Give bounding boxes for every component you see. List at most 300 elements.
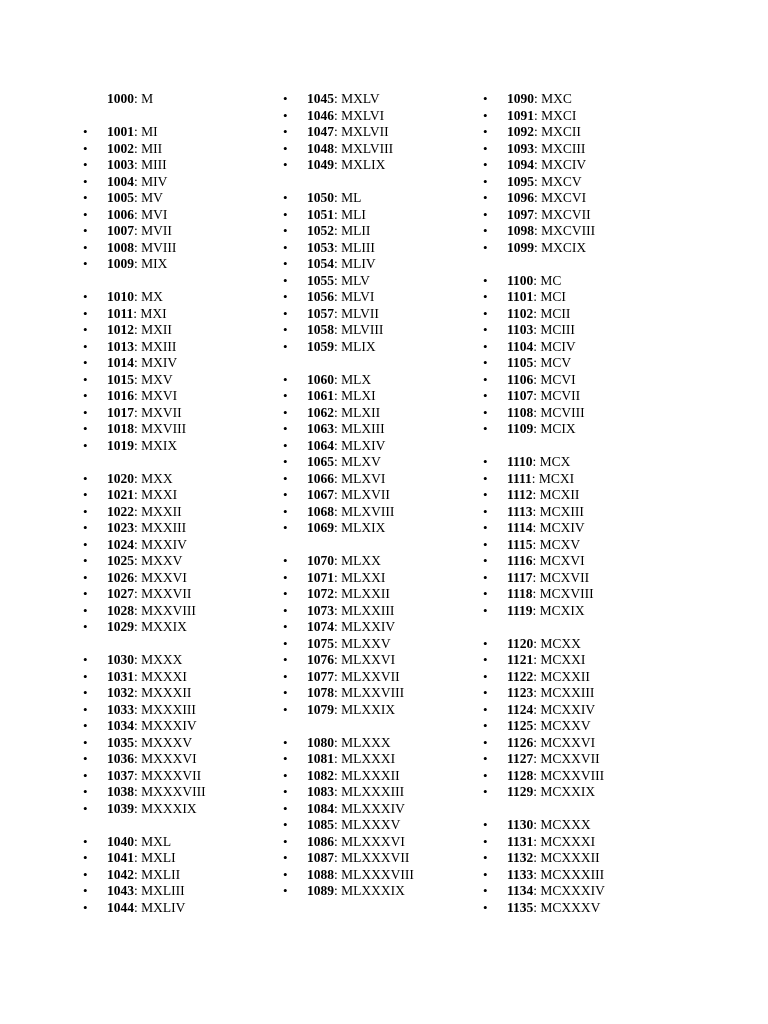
roman-numeral: MLXVI bbox=[341, 470, 386, 486]
group-spacer bbox=[107, 817, 206, 834]
group-spacer bbox=[507, 256, 605, 273]
arabic-number: 1043 bbox=[107, 883, 134, 898]
arabic-number: 1018 bbox=[107, 421, 134, 436]
roman-numeral: MLXXXVII bbox=[341, 850, 410, 865]
roman-numeral: MXXIX bbox=[141, 619, 187, 634]
list-item: • 1028: MXXVIII bbox=[107, 603, 206, 620]
roman-numeral: MXX bbox=[141, 470, 173, 486]
list-item: • 1026: MXXVI bbox=[107, 570, 206, 587]
roman-numeral: MCXIV bbox=[539, 520, 585, 535]
list-item: • 1111: MCXI bbox=[507, 471, 605, 488]
arabic-number: 1027 bbox=[107, 586, 134, 601]
arabic-number: 1048 bbox=[307, 140, 334, 156]
arabic-number: 1133 bbox=[507, 866, 534, 882]
roman-numeral: MLXI bbox=[341, 388, 376, 403]
roman-numeral: MCXIX bbox=[539, 602, 585, 618]
arabic-number: 1026 bbox=[107, 569, 134, 585]
roman-numeral: MLXIX bbox=[341, 520, 386, 535]
list-item: • 1053: MLIII bbox=[307, 240, 414, 257]
roman-numeral: MXV bbox=[141, 371, 173, 387]
arabic-number: 1108 bbox=[507, 404, 534, 420]
list-item: • 1095: MXCV bbox=[507, 174, 605, 191]
arabic-number: 1118 bbox=[507, 586, 533, 601]
arabic-number: 1030 bbox=[107, 652, 134, 667]
roman-numeral: MXLVI bbox=[341, 107, 385, 123]
arabic-number: 1095 bbox=[507, 173, 534, 189]
roman-numeral: MLXXXIX bbox=[341, 883, 405, 898]
roman-numeral: MLXXXI bbox=[341, 751, 396, 766]
roman-numeral: MXIV bbox=[141, 355, 178, 370]
list-item: • 1021: MXXI bbox=[107, 487, 206, 504]
roman-numeral: MCXXV bbox=[540, 718, 591, 733]
list-item: • 1022: MXXII bbox=[107, 504, 206, 521]
arabic-number: 1015 bbox=[107, 371, 134, 387]
list-item: • 1087: MLXXXVII bbox=[307, 850, 414, 867]
roman-numeral: MLXXIX bbox=[341, 701, 396, 717]
list-item: • 1077: MLXXVII bbox=[307, 669, 414, 686]
roman-numeral: MXXVI bbox=[141, 569, 187, 585]
list-item: • 1033: MXXXIII bbox=[107, 702, 206, 719]
list-item: • 1085: MLXXXV bbox=[307, 817, 414, 834]
arabic-number: 1083 bbox=[307, 784, 334, 799]
list-item: • 1071: MLXXI bbox=[307, 570, 414, 587]
roman-numeral: MVIII bbox=[141, 239, 177, 255]
roman-numeral: MCI bbox=[540, 289, 566, 304]
arabic-number: 1021 bbox=[107, 487, 134, 502]
list-item: • 1044: MXLIV bbox=[107, 900, 206, 917]
list-item: • 1082: MLXXXII bbox=[307, 768, 414, 785]
arabic-number: 1047 bbox=[307, 124, 334, 139]
roman-numeral: MCXXIX bbox=[540, 784, 596, 799]
roman-numeral: MXXXVIII bbox=[141, 784, 206, 799]
roman-numeral: MLV bbox=[341, 272, 370, 288]
roman-numeral: ML bbox=[341, 190, 362, 205]
list-item: • 1015: MXV bbox=[107, 372, 206, 389]
arabic-number: 1058 bbox=[307, 322, 334, 337]
roman-numeral: MCXXXII bbox=[540, 850, 600, 865]
list-item: • 1096: MXCVI bbox=[507, 190, 605, 207]
list-item: • 1036: MXXXVI bbox=[107, 751, 206, 768]
arabic-number: 1087 bbox=[307, 850, 334, 865]
list-item: • 1073: MLXXIII bbox=[307, 603, 414, 620]
arabic-number: 1072 bbox=[307, 586, 334, 601]
list-item: • 1012: MXII bbox=[107, 322, 206, 339]
arabic-number: 1050 bbox=[307, 190, 334, 205]
arabic-number: 1131 bbox=[507, 833, 534, 849]
roman-numeral: MXL bbox=[141, 833, 172, 849]
list-item: • 1003: MIII bbox=[107, 157, 206, 174]
list-item: • 1057: MLVII bbox=[307, 306, 414, 323]
list-item: • 1045: MXLV bbox=[307, 91, 414, 108]
roman-numeral: MLX bbox=[341, 371, 372, 387]
list-item: • 1034: MXXXIV bbox=[107, 718, 206, 735]
list-item: • 1116: MCXVI bbox=[507, 553, 605, 570]
arabic-number: 1007 bbox=[107, 223, 134, 238]
arabic-number: 1066 bbox=[307, 470, 334, 486]
arabic-number: 1107 bbox=[507, 388, 534, 403]
arabic-number: 1012 bbox=[107, 322, 134, 337]
arabic-number: 1009 bbox=[107, 256, 134, 271]
roman-numeral: MLXXIII bbox=[341, 602, 395, 618]
roman-numeral: MXXI bbox=[141, 487, 178, 502]
list-item: • 1090: MXC bbox=[507, 91, 605, 108]
roman-numeral: MCXVI bbox=[539, 553, 585, 568]
roman-numeral: MCXI bbox=[538, 470, 575, 486]
arabic-number: 1062 bbox=[307, 404, 334, 420]
arabic-number: 1112 bbox=[507, 487, 533, 502]
list-item: • 1063: MLXIII bbox=[307, 421, 414, 438]
group-spacer bbox=[107, 454, 206, 471]
list-item: • 1103: MCIII bbox=[507, 322, 605, 339]
list-item: • 1127: MCXXVII bbox=[507, 751, 605, 768]
column-3 bbox=[507, 91, 605, 916]
roman-numeral: MLXIII bbox=[341, 421, 385, 436]
list-item: • 1114: MCXIV bbox=[507, 520, 605, 537]
arabic-number: 1031 bbox=[107, 668, 134, 684]
roman-numeral: MXCV bbox=[541, 173, 582, 189]
roman-numeral: MCVIII bbox=[540, 404, 585, 420]
arabic-number: 1116 bbox=[507, 553, 533, 568]
roman-numeral: MXCIX bbox=[541, 239, 587, 255]
arabic-number: 1128 bbox=[507, 767, 534, 783]
arabic-number: 1110 bbox=[507, 454, 533, 469]
roman-numeral: MIII bbox=[141, 157, 167, 172]
arabic-number: 1052 bbox=[307, 223, 334, 238]
arabic-number: 1074 bbox=[307, 619, 334, 634]
list-item: • 1134: MCXXXIV bbox=[507, 883, 605, 900]
arabic-number: 1046 bbox=[307, 107, 334, 123]
list-item: • 1098: MXCVIII bbox=[507, 223, 605, 240]
list-item: • 1074: MLXXIV bbox=[307, 619, 414, 636]
roman-numeral: M bbox=[141, 91, 154, 106]
list-item: • 1005: MV bbox=[107, 190, 206, 207]
column-1 bbox=[107, 91, 206, 916]
list-item: • 1024: MXXIV bbox=[107, 537, 206, 554]
roman-numeral: MLXXV bbox=[341, 635, 391, 651]
list-item: • 1029: MXXIX bbox=[107, 619, 206, 636]
list-item: • 1014: MXIV bbox=[107, 355, 206, 372]
arabic-number: 1104 bbox=[507, 338, 534, 354]
roman-numeral: MCXXIV bbox=[540, 701, 596, 717]
list-item: • 1009: MIX bbox=[107, 256, 206, 273]
list-item: • 1011: MXI bbox=[107, 306, 206, 323]
list-item: • 1093: MXCIII bbox=[507, 141, 605, 158]
arabic-number: 1075 bbox=[307, 635, 334, 651]
arabic-number: 1100 bbox=[507, 272, 534, 288]
list-item: • 1131: MCXXXI bbox=[507, 834, 605, 851]
list-item: • 1110: MCX bbox=[507, 454, 605, 471]
list-item: • 1078: MLXXVIII bbox=[307, 685, 414, 702]
list-item: • 1109: MCIX bbox=[507, 421, 605, 438]
list-item: • 1060: MLX bbox=[307, 372, 414, 389]
roman-numeral: MLVIII bbox=[341, 322, 384, 337]
list-item: • 1054: MLIV bbox=[307, 256, 414, 273]
list-item: • 1018: MXVIII bbox=[107, 421, 206, 438]
arabic-number: 1093 bbox=[507, 140, 534, 156]
roman-numeral: MXLVII bbox=[341, 124, 389, 139]
arabic-number: 1038 bbox=[107, 784, 134, 799]
arabic-number: 1109 bbox=[507, 421, 534, 436]
group-spacer bbox=[107, 636, 206, 653]
arabic-number: 1063 bbox=[307, 421, 334, 436]
roman-numeral: MLVII bbox=[341, 305, 379, 321]
roman-numeral: MXLIII bbox=[141, 883, 185, 898]
arabic-number: 1096 bbox=[507, 190, 534, 205]
group-spacer bbox=[307, 718, 414, 735]
roman-numeral: MXCIII bbox=[541, 140, 586, 156]
arabic-number: 1102 bbox=[507, 305, 534, 321]
roman-numeral: MCXVIII bbox=[539, 586, 594, 601]
arabic-number: 1025 bbox=[107, 553, 134, 568]
roman-numeral: MXXXIII bbox=[141, 701, 196, 717]
list-item: • 1068: MLXVIII bbox=[307, 504, 414, 521]
arabic-number: 1065 bbox=[307, 454, 334, 469]
roman-numeral: MCXXXIV bbox=[540, 883, 605, 898]
roman-numeral: MLXXXVI bbox=[341, 833, 405, 849]
arabic-number: 1073 bbox=[307, 602, 334, 618]
list-item: • 1052: MLII bbox=[307, 223, 414, 240]
list-item: • 1062: MLXII bbox=[307, 405, 414, 422]
arabic-number: 1004 bbox=[107, 173, 134, 189]
roman-numeral: MLXXII bbox=[341, 586, 390, 601]
roman-numeral: MXXXIX bbox=[141, 800, 197, 816]
roman-numeral: MLXXXII bbox=[341, 767, 400, 783]
arabic-number: 1002 bbox=[107, 140, 134, 156]
arabic-number: 1053 bbox=[307, 239, 334, 255]
list-item: • 1112: MCXII bbox=[507, 487, 605, 504]
roman-numeral: MIV bbox=[141, 173, 168, 189]
list-item: • 1088: MLXXXVIII bbox=[307, 867, 414, 884]
arabic-number: 1055 bbox=[307, 272, 334, 288]
list-item: • 1035: MXXXV bbox=[107, 735, 206, 752]
arabic-number: 1123 bbox=[507, 685, 534, 700]
roman-numeral: MXCI bbox=[541, 107, 577, 123]
roman-numeral: MXLV bbox=[341, 91, 380, 106]
roman-numeral: MXXII bbox=[141, 503, 182, 519]
list-item: • 1128: MCXXVIII bbox=[507, 768, 605, 785]
roman-numeral: MXCIV bbox=[541, 157, 587, 172]
list-item: • 1025: MXXV bbox=[107, 553, 206, 570]
list-item: • 1066: MLXVI bbox=[307, 471, 414, 488]
arabic-number: 1076 bbox=[307, 652, 334, 667]
roman-numeral: MCXII bbox=[539, 487, 580, 502]
arabic-number: 1001 bbox=[107, 124, 134, 139]
arabic-number: 1089 bbox=[307, 883, 334, 898]
list-item: • 1058: MLVIII bbox=[307, 322, 414, 339]
roman-numeral: MLXVIII bbox=[341, 503, 395, 519]
list-item: • 1001: MI bbox=[107, 124, 206, 141]
list-item: • 1031: MXXXI bbox=[107, 669, 206, 686]
list-item: • 1030: MXXX bbox=[107, 652, 206, 669]
list-item: • 1046: MXLVI bbox=[307, 108, 414, 125]
arabic-number: 1077 bbox=[307, 668, 334, 684]
arabic-number: 1071 bbox=[307, 569, 334, 585]
arabic-number: 1115 bbox=[507, 536, 533, 552]
arabic-number: 1124 bbox=[507, 701, 534, 717]
arabic-number: 1010 bbox=[107, 289, 134, 304]
roman-numeral: MXXXII bbox=[141, 685, 192, 700]
group-spacer bbox=[107, 273, 206, 290]
group-spacer bbox=[507, 438, 605, 455]
arabic-number: 1045 bbox=[307, 91, 334, 106]
roman-numeral: MCXXVIII bbox=[540, 767, 605, 783]
arabic-number: 1054 bbox=[307, 256, 334, 271]
list-item: • 1056: MLVI bbox=[307, 289, 414, 306]
roman-numeral: MV bbox=[141, 190, 163, 205]
list-item: • 1125: MCXXV bbox=[507, 718, 605, 735]
roman-numeral: MCXXVII bbox=[540, 751, 600, 766]
roman-numeral: MCXXVI bbox=[540, 734, 596, 750]
list-item: • 1129: MCXXIX bbox=[507, 784, 605, 801]
roman-numeral: MXXXI bbox=[141, 668, 187, 684]
roman-numeral: MLXXXVIII bbox=[341, 866, 414, 882]
roman-numeral: MVI bbox=[141, 206, 168, 222]
arabic-number: 1079 bbox=[307, 701, 334, 717]
roman-numeral: MXVII bbox=[141, 404, 182, 420]
arabic-number: 1106 bbox=[507, 371, 534, 387]
roman-numeral: MIX bbox=[141, 256, 168, 271]
arabic-number: 1034 bbox=[107, 718, 134, 733]
roman-numeral: MXLI bbox=[141, 850, 176, 865]
roman-numeral: MCXXXI bbox=[540, 833, 596, 849]
roman-numeral: MXLIX bbox=[341, 157, 386, 172]
list-item: • 1080: MLXXX bbox=[307, 735, 414, 752]
roman-numeral: MLXIV bbox=[341, 437, 386, 453]
arabic-number: 1016 bbox=[107, 388, 134, 403]
group-spacer bbox=[507, 619, 605, 636]
arabic-number: 1064 bbox=[307, 437, 334, 453]
roman-numeral: MXLIV bbox=[141, 899, 186, 915]
arabic-number: 1061 bbox=[307, 388, 334, 403]
roman-numeral: MCXXIII bbox=[540, 685, 595, 700]
arabic-number: 1082 bbox=[307, 767, 334, 783]
roman-numeral: MCXXXV bbox=[540, 899, 601, 915]
list-item: • 1081: MLXXXI bbox=[307, 751, 414, 768]
roman-numeral: MCXXX bbox=[540, 817, 591, 832]
arabic-number: 1099 bbox=[507, 239, 534, 255]
roman-numeral: MCXXI bbox=[540, 652, 586, 667]
roman-numeral: MCXVII bbox=[539, 569, 590, 585]
roman-numeral: MLXXVI bbox=[341, 652, 396, 667]
roman-numeral: MCXV bbox=[539, 536, 581, 552]
list-item: • 1108: MCVIII bbox=[507, 405, 605, 422]
arabic-number: 1117 bbox=[507, 569, 533, 585]
arabic-number: 1135 bbox=[507, 899, 534, 915]
arabic-number: 1020 bbox=[107, 470, 134, 486]
roman-numeral: MCV bbox=[540, 355, 572, 370]
arabic-number: 1070 bbox=[307, 553, 334, 568]
list-item: • 1019: MXIX bbox=[107, 438, 206, 455]
arabic-number: 1105 bbox=[507, 355, 534, 370]
list-item: • 1065: MLXV bbox=[307, 454, 414, 471]
arabic-number: 1091 bbox=[507, 107, 534, 123]
arabic-number: 1019 bbox=[107, 437, 134, 453]
list-item: • 1117: MCXVII bbox=[507, 570, 605, 587]
list-item: • 1051: MLI bbox=[307, 207, 414, 224]
arabic-number: 1098 bbox=[507, 223, 534, 238]
roman-numeral: MLXII bbox=[341, 404, 381, 420]
arabic-number: 1129 bbox=[507, 784, 534, 799]
list-item: • 1013: MXIII bbox=[107, 339, 206, 356]
list-item: • 1089: MLXXXIX bbox=[307, 883, 414, 900]
list-item: • 1042: MXLII bbox=[107, 867, 206, 884]
roman-numeral: MCIII bbox=[540, 322, 575, 337]
arabic-number: 1029 bbox=[107, 619, 134, 634]
roman-numeral: MCXIII bbox=[539, 503, 584, 519]
list-item: • 1004: MIV bbox=[107, 174, 206, 191]
column-2 bbox=[307, 91, 414, 900]
list-item: • 1106: MCVI bbox=[507, 372, 605, 389]
arabic-number: 1132 bbox=[507, 850, 534, 865]
roman-numeral: MCXX bbox=[540, 635, 581, 651]
list-item: • 1123: MCXXIII bbox=[507, 685, 605, 702]
roman-numeral: MLI bbox=[341, 206, 366, 222]
roman-numeral: MXXV bbox=[141, 553, 183, 568]
arabic-number: 1028 bbox=[107, 602, 134, 618]
arabic-number: 1003 bbox=[107, 157, 134, 172]
arabic-number: 1049 bbox=[307, 157, 334, 172]
list-item: • 1050: ML bbox=[307, 190, 414, 207]
arabic-number: 1039 bbox=[107, 800, 134, 816]
arabic-number: 1032 bbox=[107, 685, 134, 700]
roman-numeral: MXXX bbox=[141, 652, 183, 667]
roman-numeral: MCIX bbox=[540, 421, 576, 436]
list-item: • 1023: MXXIII bbox=[107, 520, 206, 537]
list-item: • 1072: MLXXII bbox=[307, 586, 414, 603]
roman-numeral: MLIV bbox=[341, 256, 376, 271]
roman-numeral: MLXXXIII bbox=[341, 784, 405, 799]
arabic-number: 1056 bbox=[307, 289, 334, 304]
arabic-number: 1005 bbox=[107, 190, 134, 205]
roman-numeral: MXIX bbox=[141, 437, 178, 453]
roman-numeral: MXI bbox=[140, 305, 167, 321]
arabic-number: 1086 bbox=[307, 833, 334, 849]
arabic-number: 1113 bbox=[507, 503, 533, 519]
roman-numeral: MCII bbox=[540, 305, 571, 321]
list-item: • 1121: MCXXI bbox=[507, 652, 605, 669]
roman-numeral: MXCVI bbox=[541, 190, 587, 205]
arabic-number: 1059 bbox=[307, 338, 334, 354]
list-item: • 1119: MCXIX bbox=[507, 603, 605, 620]
list-item: • 1043: MXLIII bbox=[107, 883, 206, 900]
arabic-number: 1125 bbox=[507, 718, 534, 733]
arabic-number: 1084 bbox=[307, 800, 334, 816]
roman-numeral: MLXXI bbox=[341, 569, 386, 585]
roman-numeral: MXCVII bbox=[541, 206, 591, 222]
roman-numeral: MCXXII bbox=[540, 668, 590, 684]
arabic-number: 1017 bbox=[107, 404, 134, 420]
list-item: • 1094: MXCIV bbox=[507, 157, 605, 174]
arabic-number: 1121 bbox=[507, 652, 534, 667]
arabic-number: 1114 bbox=[507, 520, 533, 535]
arabic-number: 1111 bbox=[507, 470, 532, 486]
roman-numeral: MLXV bbox=[341, 454, 381, 469]
list-item: • 1126: MCXXVI bbox=[507, 735, 605, 752]
arabic-number: 1068 bbox=[307, 503, 334, 519]
list-item: • 1020: MXX bbox=[107, 471, 206, 488]
arabic-number: 1011 bbox=[107, 305, 134, 321]
arabic-number: 1042 bbox=[107, 866, 134, 882]
arabic-number: 1023 bbox=[107, 520, 134, 535]
list-item: • 1067: MLXVII bbox=[307, 487, 414, 504]
list-item: • 1039: MXXXIX bbox=[107, 801, 206, 818]
list-item: • 1027: MXXVII bbox=[107, 586, 206, 603]
list-item: • 1120: MCXX bbox=[507, 636, 605, 653]
roman-numeral: MC bbox=[540, 272, 562, 288]
group-spacer bbox=[307, 174, 414, 191]
arabic-number: 1024 bbox=[107, 536, 134, 552]
roman-numeral: MX bbox=[141, 289, 163, 304]
